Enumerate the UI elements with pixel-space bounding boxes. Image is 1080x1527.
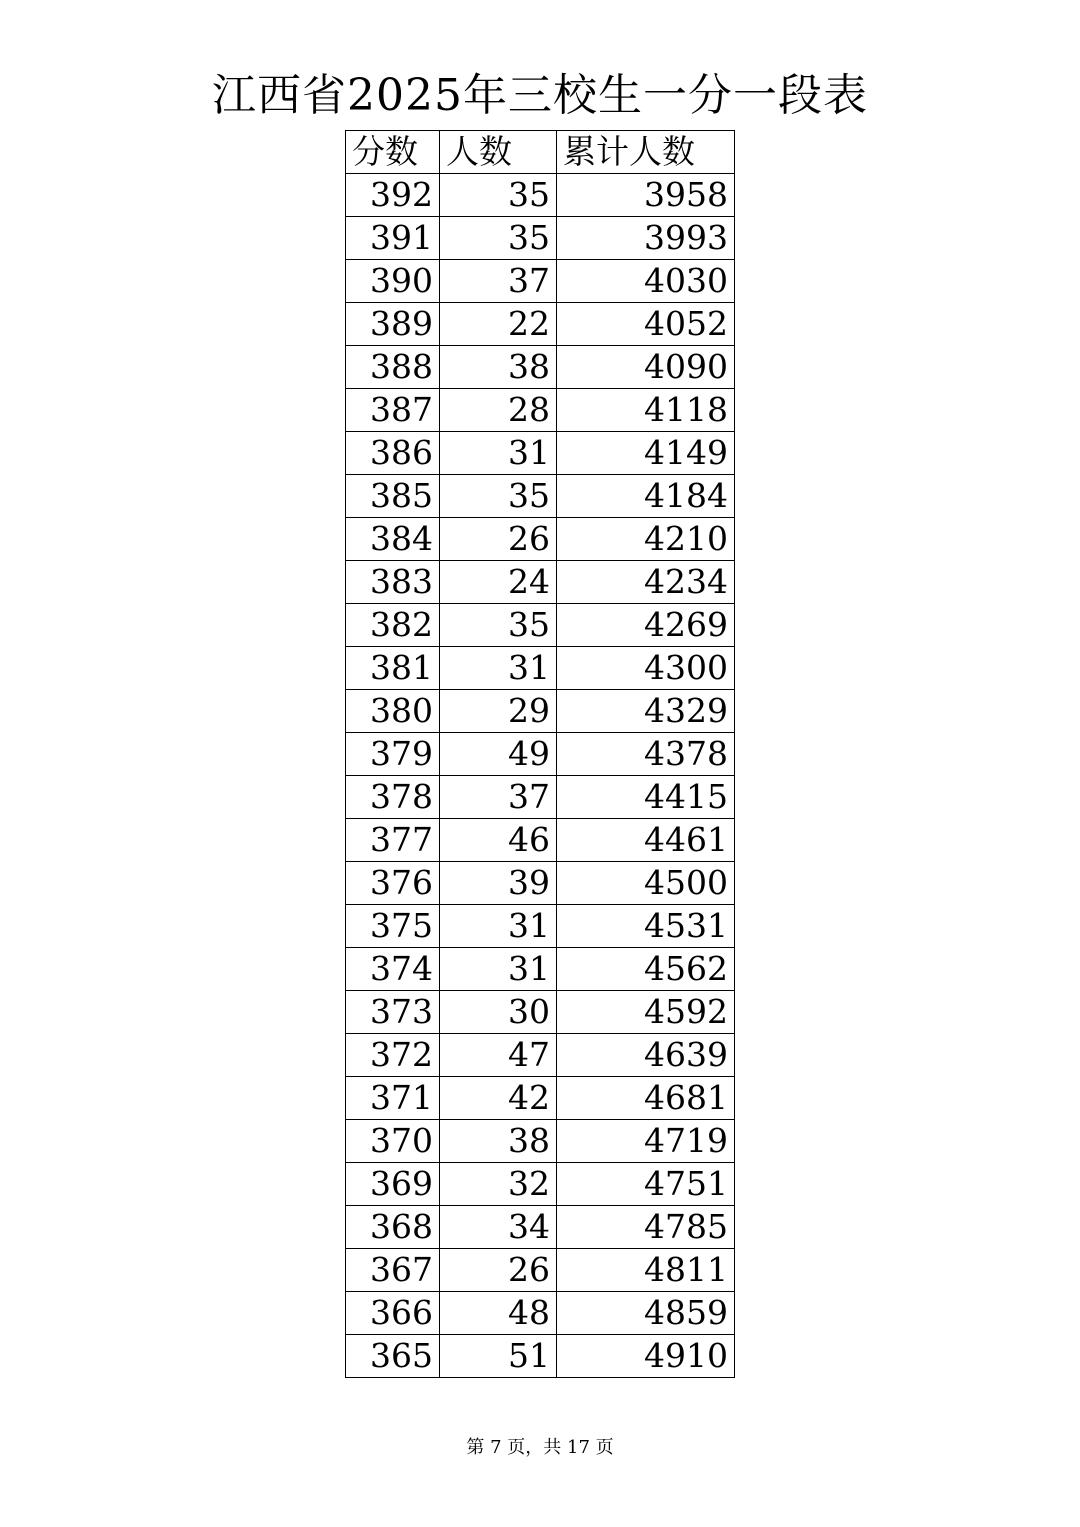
count-cell: 48 <box>440 1292 557 1335</box>
table-row <box>346 303 735 346</box>
cumulative-cell: 4415 <box>557 776 735 819</box>
cumulative-cell: 4234 <box>557 561 735 604</box>
table-header-row <box>346 131 735 174</box>
table-row <box>346 647 735 690</box>
table-row <box>346 346 735 389</box>
cumulative-cell: 4910 <box>557 1335 735 1378</box>
cumulative-cell: 4090 <box>557 346 735 389</box>
cumulative-cell: 4300 <box>557 647 735 690</box>
cumulative-cell: 4461 <box>557 819 735 862</box>
count-cell: 35 <box>440 604 557 647</box>
table-row <box>346 733 735 776</box>
table-row <box>346 518 735 561</box>
cumulative-cell: 4118 <box>557 389 735 432</box>
cumulative-cell: 4751 <box>557 1163 735 1206</box>
score-cell: 371 <box>346 1077 440 1120</box>
cumulative-cell: 4378 <box>557 733 735 776</box>
table-row <box>346 561 735 604</box>
cumulative-cell: 4859 <box>557 1292 735 1335</box>
table-row <box>346 862 735 905</box>
count-cell: 24 <box>440 561 557 604</box>
cumulative-cell: 4785 <box>557 1206 735 1249</box>
table-row <box>346 1335 735 1378</box>
cumulative-cell: 4531 <box>557 905 735 948</box>
cumulative-cell: 4639 <box>557 1034 735 1077</box>
count-cell: 29 <box>440 690 557 733</box>
cumulative-cell: 4052 <box>557 303 735 346</box>
table-row <box>346 991 735 1034</box>
cumulative-cell: 4184 <box>557 475 735 518</box>
count-cell: 32 <box>440 1163 557 1206</box>
header-count: 人数 <box>440 131 557 174</box>
table-row <box>346 389 735 432</box>
cumulative-cell: 4592 <box>557 991 735 1034</box>
count-cell: 31 <box>440 948 557 991</box>
count-cell: 31 <box>440 647 557 690</box>
score-cell: 369 <box>346 1163 440 1206</box>
cumulative-cell: 4269 <box>557 604 735 647</box>
score-cell: 374 <box>346 948 440 991</box>
count-cell: 38 <box>440 1120 557 1163</box>
score-cell: 387 <box>346 389 440 432</box>
table-row <box>346 432 735 475</box>
score-cell: 380 <box>346 690 440 733</box>
page-footer: 第 7 页，共 17 页 <box>466 1437 614 1458</box>
table-row <box>346 1249 735 1292</box>
count-cell: 35 <box>440 174 557 217</box>
count-cell: 26 <box>440 1249 557 1292</box>
cumulative-cell: 4681 <box>557 1077 735 1120</box>
table-row <box>346 1034 735 1077</box>
table-row <box>346 217 735 260</box>
header-score: 分数 <box>346 131 440 174</box>
score-cell: 377 <box>346 819 440 862</box>
cumulative-cell: 4030 <box>557 260 735 303</box>
score-cell: 389 <box>346 303 440 346</box>
score-cell: 391 <box>346 217 440 260</box>
score-cell: 366 <box>346 1292 440 1335</box>
score-cell: 385 <box>346 475 440 518</box>
count-cell: 39 <box>440 862 557 905</box>
cumulative-cell: 4719 <box>557 1120 735 1163</box>
cumulative-cell: 3993 <box>557 217 735 260</box>
score-cell: 368 <box>346 1206 440 1249</box>
score-distribution-table <box>345 130 735 1378</box>
count-cell: 51 <box>440 1335 557 1378</box>
table-row <box>346 905 735 948</box>
count-cell: 47 <box>440 1034 557 1077</box>
score-cell: 376 <box>346 862 440 905</box>
count-cell: 38 <box>440 346 557 389</box>
cumulative-cell: 4210 <box>557 518 735 561</box>
score-cell: 375 <box>346 905 440 948</box>
score-cell: 365 <box>346 1335 440 1378</box>
score-cell: 390 <box>346 260 440 303</box>
cumulative-cell: 4500 <box>557 862 735 905</box>
score-cell: 384 <box>346 518 440 561</box>
count-cell: 28 <box>440 389 557 432</box>
cumulative-cell: 4149 <box>557 432 735 475</box>
page-title: 江西省2025年三校生一分一段表 <box>212 70 868 121</box>
count-cell: 31 <box>440 432 557 475</box>
table-body <box>346 174 735 1378</box>
score-cell: 383 <box>346 561 440 604</box>
cumulative-cell: 4562 <box>557 948 735 991</box>
table-row <box>346 604 735 647</box>
count-cell: 35 <box>440 475 557 518</box>
score-cell: 370 <box>346 1120 440 1163</box>
score-cell: 382 <box>346 604 440 647</box>
count-cell: 46 <box>440 819 557 862</box>
cumulative-cell: 4811 <box>557 1249 735 1292</box>
cumulative-cell: 4329 <box>557 690 735 733</box>
score-cell: 388 <box>346 346 440 389</box>
table-row <box>346 1292 735 1335</box>
count-cell: 49 <box>440 733 557 776</box>
score-cell: 381 <box>346 647 440 690</box>
score-cell: 378 <box>346 776 440 819</box>
count-cell: 37 <box>440 260 557 303</box>
score-cell: 372 <box>346 1034 440 1077</box>
table-row <box>346 1077 735 1120</box>
count-cell: 42 <box>440 1077 557 1120</box>
table-row <box>346 1206 735 1249</box>
table-row <box>346 690 735 733</box>
table-row <box>346 475 735 518</box>
score-cell: 373 <box>346 991 440 1034</box>
count-cell: 31 <box>440 905 557 948</box>
table-row <box>346 174 735 217</box>
score-cell: 392 <box>346 174 440 217</box>
table-row <box>346 948 735 991</box>
header-cumulative: 累计人数 <box>557 131 735 174</box>
count-cell: 37 <box>440 776 557 819</box>
table-row <box>346 1163 735 1206</box>
score-cell: 386 <box>346 432 440 475</box>
count-cell: 22 <box>440 303 557 346</box>
cumulative-cell: 3958 <box>557 174 735 217</box>
table-row <box>346 1120 735 1163</box>
score-cell: 367 <box>346 1249 440 1292</box>
count-cell: 35 <box>440 217 557 260</box>
score-cell: 379 <box>346 733 440 776</box>
table-row <box>346 819 735 862</box>
table-row <box>346 776 735 819</box>
count-cell: 30 <box>440 991 557 1034</box>
count-cell: 34 <box>440 1206 557 1249</box>
table-row <box>346 260 735 303</box>
count-cell: 26 <box>440 518 557 561</box>
